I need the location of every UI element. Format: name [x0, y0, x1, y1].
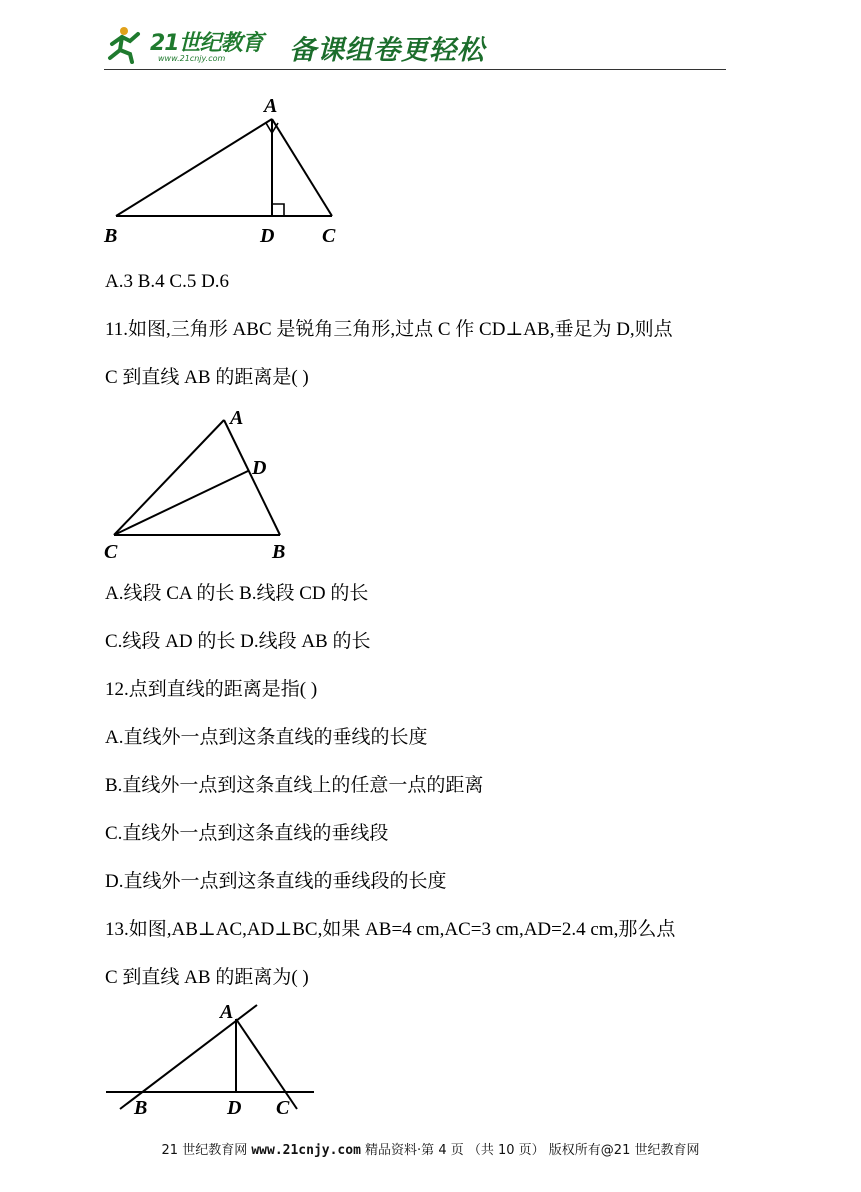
logo-url: www.21cnjy.com	[158, 54, 226, 63]
q10-options: A.3 B.4 C.5 D.6	[105, 271, 230, 292]
q10-label-d: D	[260, 225, 275, 247]
q10-label-a: A	[264, 95, 278, 117]
footer-url: www.21cnjy.com	[251, 1143, 361, 1158]
q13-stem-line1: 13.如图,AB⊥AC,AD⊥BC,如果 AB=4 cm,AC=3 cm,AD=2.4 cm,那么点	[105, 919, 676, 940]
q13-label-b: B	[134, 1097, 148, 1119]
q12-option-a: A.直线外一点到这条直线的垂线的长度	[105, 727, 428, 748]
footer-right: 精品资料·第 4 页 （共 10 页） 版权所有@21 世纪教育网	[360, 1143, 700, 1158]
q11-label-a: A	[230, 407, 244, 429]
q10-figure	[100, 92, 360, 252]
footer-left: 21 世纪教育网	[161, 1143, 252, 1158]
q12-option-b: B.直线外一点到这条直线上的任意一点的距离	[105, 775, 484, 796]
page-header	[104, 22, 726, 72]
q13-stem-line2: C 到直线 AB 的距离为( )	[105, 967, 309, 988]
header-slogan: 备课组卷更轻松	[289, 35, 485, 66]
q13-label-a: A	[220, 1001, 234, 1023]
q12-option-d: D.直线外一点到这条直线的垂线段的长度	[105, 871, 447, 892]
q13-label-c: C	[276, 1097, 290, 1119]
q11-stem-line1: 11.如图,三角形 ABC 是锐角三角形,过点 C 作 CD⊥AB,垂足为 D,则点	[105, 319, 673, 340]
q12-stem: 12.点到直线的距离是指( )	[105, 679, 318, 700]
q13-figure	[100, 998, 320, 1120]
q11-stem-line2: C 到直线 AB 的距离是( )	[105, 367, 309, 388]
q13-label-d: D	[227, 1097, 242, 1119]
q11-options-row1: A.线段 CA 的长 B.线段 CD 的长	[105, 583, 369, 604]
logo-text: 21世纪教育	[150, 31, 263, 56]
q11-options-row2: C.线段 AD 的长 D.线段 AB 的长	[105, 631, 371, 652]
q10-label-b: B	[104, 225, 118, 247]
runner-logo-icon	[104, 24, 156, 64]
q10-label-c: C	[322, 225, 336, 247]
q11-label-d: D	[252, 457, 267, 479]
q11-figure	[100, 402, 310, 567]
q12-option-c: C.直线外一点到这条直线的垂线段	[105, 823, 389, 844]
page-footer	[0, 1139, 861, 1158]
q11-label-c: C	[104, 541, 118, 563]
q11-label-b: B	[272, 541, 286, 563]
header-divider	[104, 69, 726, 70]
